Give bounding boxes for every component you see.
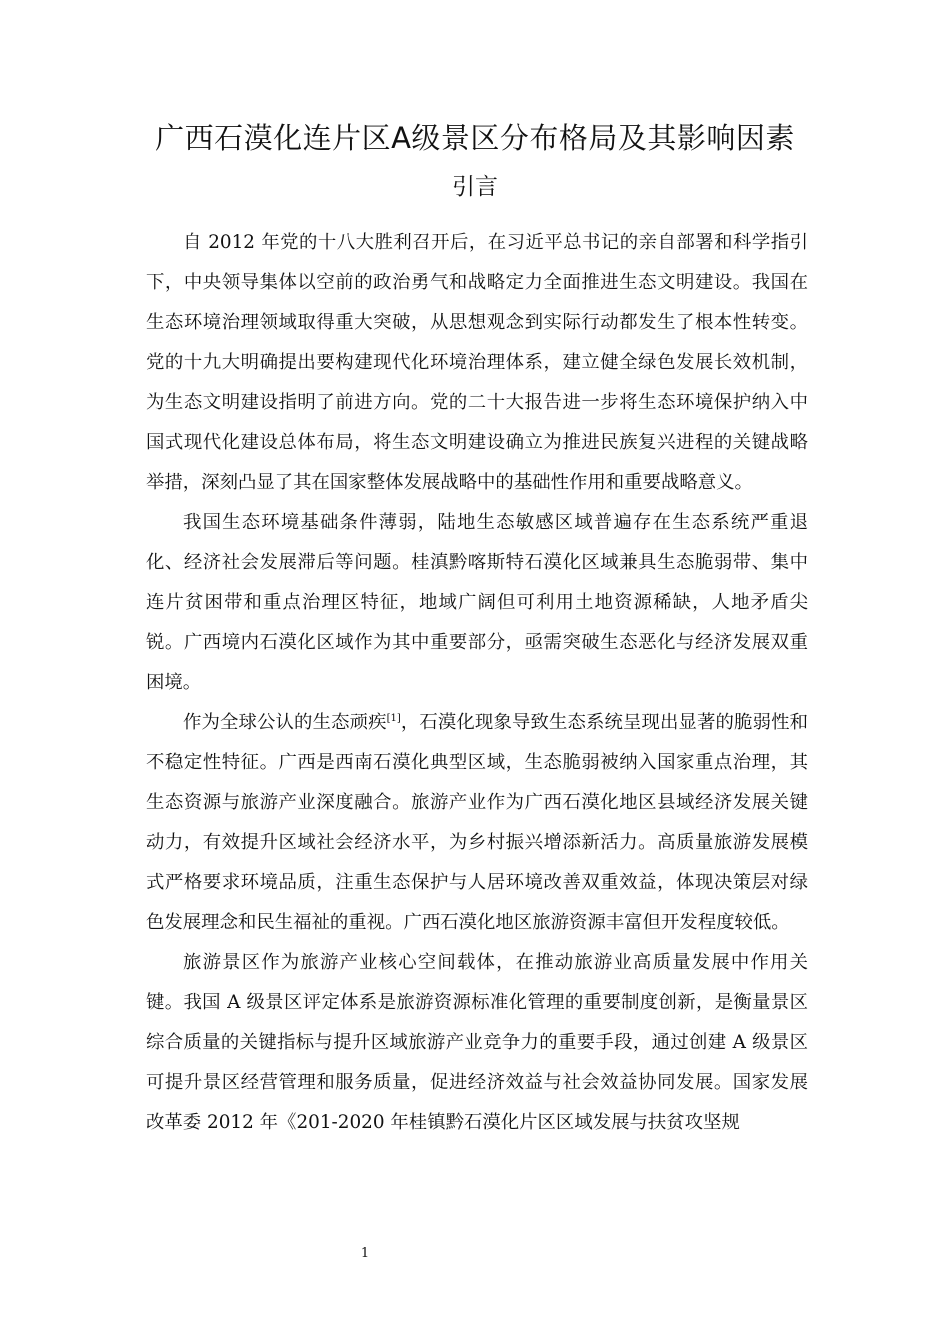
paragraph-1: 自 2012 年党的十八大胜利召开后，在习近平总书记的亲自部署和科学指引下，中央领导集体以空前的政治勇气和战略定力全面推进生态文明建设。我国在生态环境治理领域取得重大突破，从思想观念到实际行动都发生了根本性转变。党的十九大明确提出要构建现代化环境治理体系，建立健全绿色发展长效机制，为生态文明建设指明了前进方向。党的二十大报告进一步将生态环境保护纳入中国式现代化建设总体布局，将生态文明建设确立为推进民族复兴进程的关键战略举措，深刻凸显了其在国家整体发展战略中的基础性作用和重要战略意义。 bbox=[146, 232, 808, 493]
paragraph-3-text-before: 作为全球公认的生态顽疾 bbox=[183, 712, 387, 733]
document-body bbox=[146, 223, 808, 1143]
section-heading: 引言 bbox=[452, 174, 498, 200]
citation-reference[interactable]: [1] bbox=[386, 712, 401, 724]
page-number: 1 bbox=[360, 1246, 370, 1261]
paragraph-3-text-after: ，石漠化现象导致生态系统呈现出显著的脆弱性和不稳定性特征。广西是西南石漠化典型区域，生态脆弱被纳入国家重点治理，其生态资源与旅游产业深度融合。旅游产业作为广西石漠化地区县域经济发展关键动力，有效提升区域社会经济水平，为乡村振兴增添新活力。高质量旅游发展模式严格要求环境品质，注重生态保护与人居环境改善双重效益，体现决策层对绿色发展理念和民生福祉的重视。广西石漠化地区旅游资源丰富但开发程度较低。 bbox=[146, 712, 808, 933]
document-title: 广西石漠化连片区A级景区分布格局及其影响因素 bbox=[155, 121, 795, 155]
paragraph-4: 旅游景区作为旅游产业核心空间载体，在推动旅游业高质量发展中作用关键。我国 A 级景区评定体系是旅游资源标准化管理的重要制度创新，是衡量景区综合质量的关键指标与提升区域旅游产业竞争力的重要手段，通过创建 A 级景区可提升景区经营管理和服务质量，促进经济效益与社会效益协同发展。国家发展改革委 2012 年《201-2020 年桂镇黔石漠化片区区域发展与扶贫攻坚规 bbox=[146, 952, 808, 1133]
paragraph-2: 我国生态环境基础条件薄弱，陆地生态敏感区域普遍存在生态系统严重退化、经济社会发展滞后等问题。桂滇黔喀斯特石漠化区域兼具生态脆弱带、集中连片贫困带和重点治理区特征，地域广阔但可利用土地资源稀缺，人地矛盾尖锐。广西境内石漠化区域作为其中重要部分，亟需突破生态恶化与经济发展双重困境。 bbox=[146, 512, 808, 693]
paragraph-3 bbox=[146, 703, 808, 943]
